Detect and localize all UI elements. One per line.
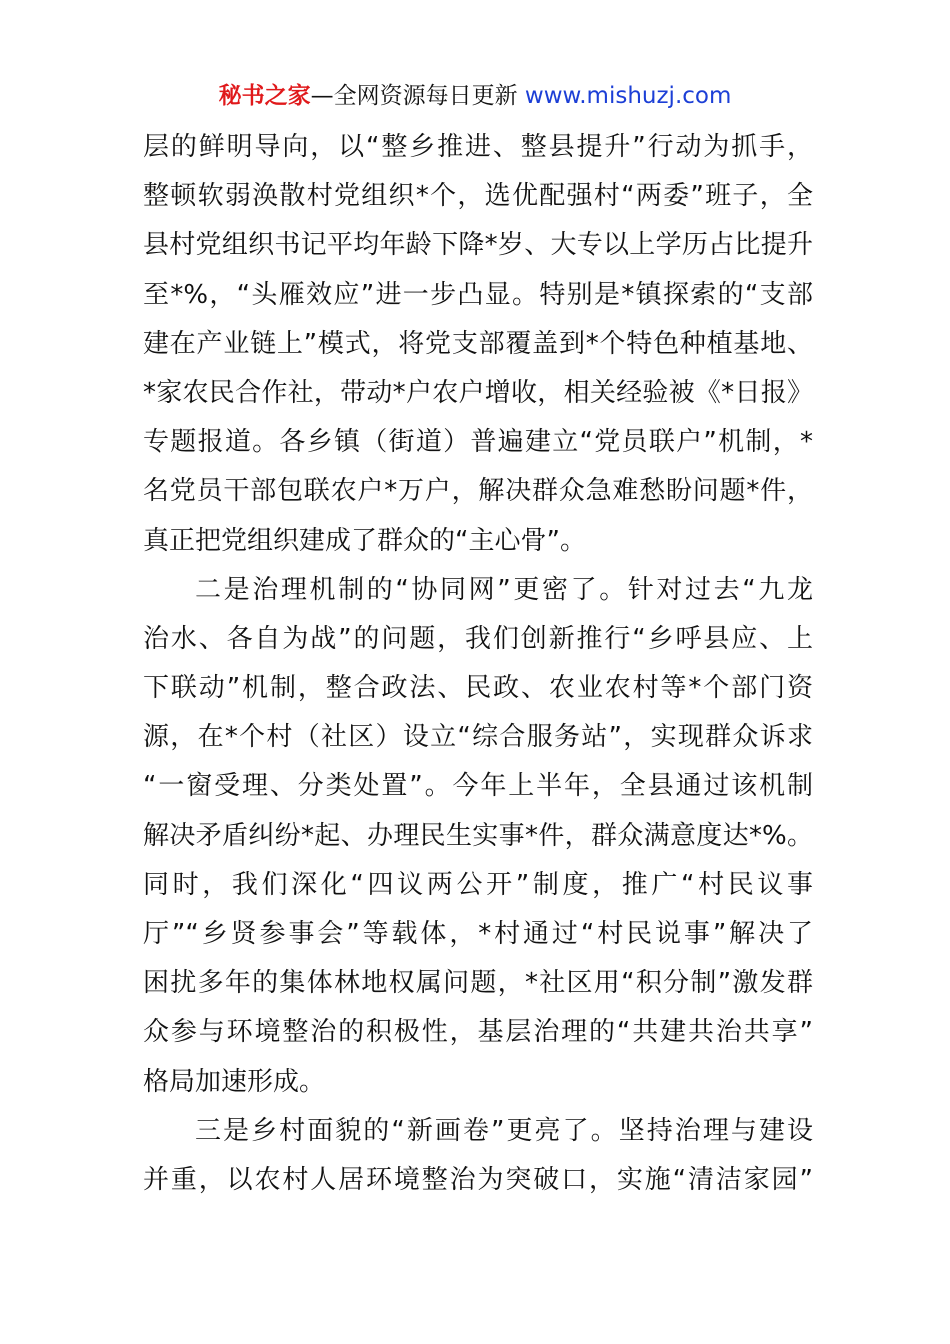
text-line: 困扰多年的集体林地权属问题，*社区用“积分制”激发群 [143, 968, 813, 999]
site-brand: 秘书之家 [218, 83, 311, 109]
text-line: 建在产业链上”模式，将党支部覆盖到*个特色种植基地、 [143, 328, 813, 359]
text-line: “一窗受理、分类处置”。今年上半年，全县通过该机制 [143, 771, 813, 802]
document-body [143, 123, 813, 1205]
paragraph-start-line: 二是治理机制的“协同网”更密了。针对过去“九龙 [195, 574, 813, 605]
site-tagline: —全网资源每日更新 [310, 83, 525, 109]
paragraph-start-line: 三是乡村面貌的“新画卷”更亮了。坚持治理与建设 [195, 1115, 813, 1146]
text-line: 厅”“乡贤参事会”等载体，*村通过“村民说事”解决了 [143, 919, 813, 949]
text-line: 众参与环境整治的积极性，基层治理的“共建共治共享” [143, 1017, 813, 1048]
text-line: *家农民合作社，带动*户农户增收，相关经验被《*日报》 [143, 377, 813, 408]
text-line: 真正把党组织建成了群众的“主心骨”。 [143, 525, 586, 556]
text-line: 并重，以农村人居环境整治为突破口，实施“清洁家园” [143, 1164, 813, 1195]
text-line: 源，在*个村（社区）设立“综合服务站”，实现群众诉求 [143, 722, 813, 753]
text-line: 名党员干部包联农户*万户，解决群众急难愁盼问题*件， [143, 476, 813, 507]
text-line: 解决矛盾纠纷*起、办理民生实事*件，群众满意度达*%。 [143, 820, 813, 851]
text-line: 县村党组织书记平均年龄下降*岁、大专以上学历占比提升 [143, 230, 813, 261]
page-header [0, 80, 950, 112]
text-line: 专题报道。各乡镇（街道）普遍建立“党员联户”机制，* [143, 427, 813, 458]
text-line: 层的鲜明导向，以“整乡推进、整县提升”行动为抓手， [143, 132, 813, 162]
text-line: 至*%，“头雁效应”进一步凸显。特别是*镇探索的“支部 [143, 279, 813, 310]
text-line: 下联动”机制，整合政法、民政、农业农村等*个部门资 [143, 673, 813, 704]
text-line: 同时，我们深化“四议两公开”制度，推广“村民议事 [143, 869, 813, 900]
site-url-link[interactable]: www.mishuzj.com [524, 83, 732, 109]
text-line: 治水、各自为战”的问题，我们创新推行“乡呼县应、上 [143, 623, 813, 654]
text-line: 格局加速形成。 [143, 1066, 326, 1097]
text-line: 整顿软弱涣散村党组织*个，选优配强村“两委”班子，全 [143, 181, 813, 212]
